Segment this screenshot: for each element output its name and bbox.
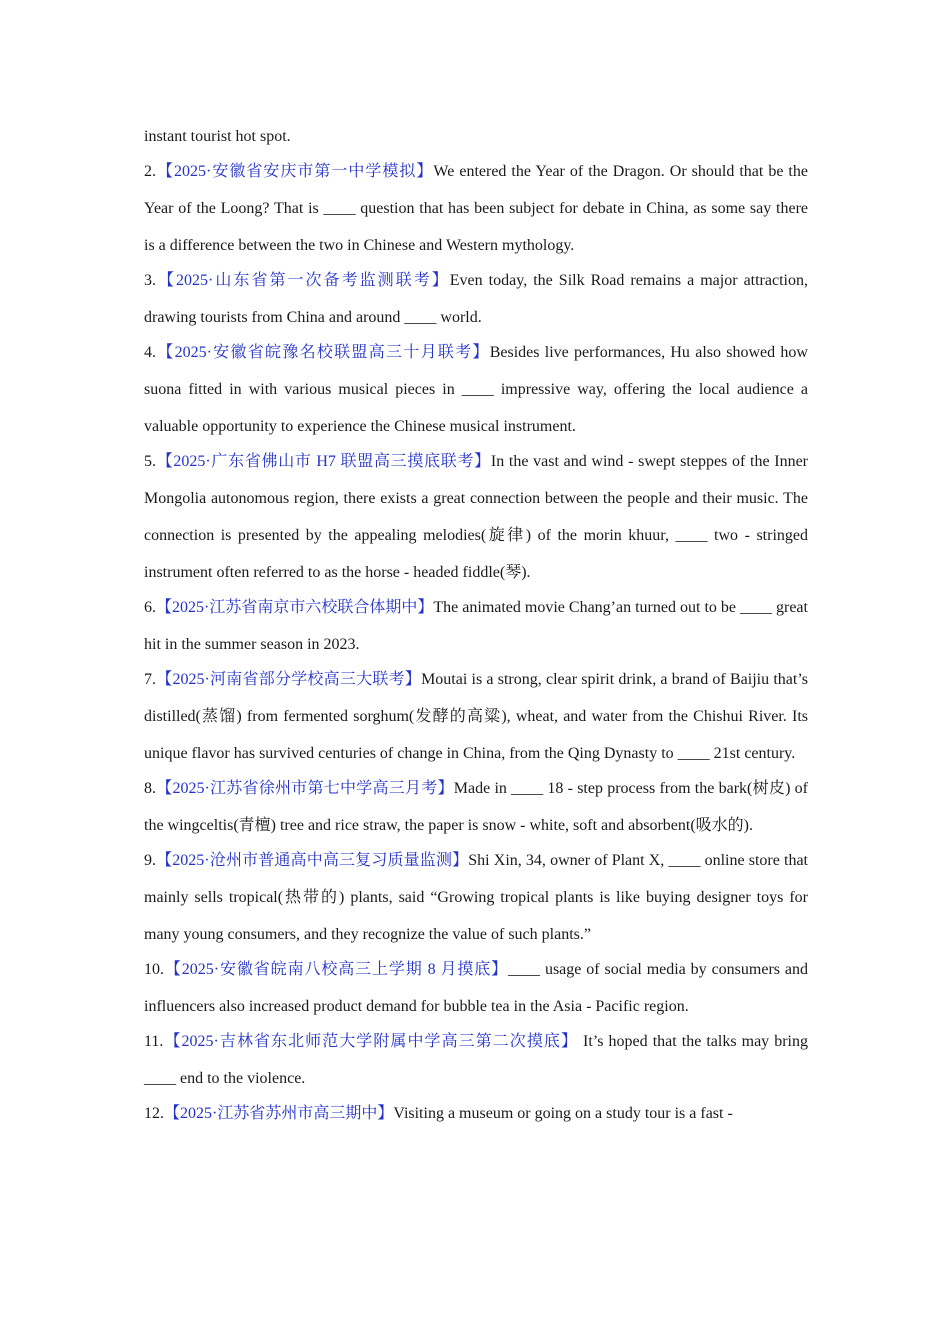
question-number: 4.	[144, 344, 156, 361]
question-text: ____ usage of social media by consumers and influencers also increased product demand for bubble tea in the Asia - Pacific region.	[144, 961, 808, 1015]
question-number: 9.	[144, 852, 156, 869]
question-source: 【2025·广东省佛山市 H7 联盟高三摸底联考】	[156, 453, 491, 470]
question-item	[144, 1023, 808, 1097]
lead-paragraph	[144, 118, 808, 155]
question-text: Even today, the Silk Road remains a major attraction, drawing tourists from China and around ____ world.	[144, 272, 808, 326]
question-item	[144, 589, 808, 663]
question-item	[144, 842, 808, 953]
question-text: The animated movie Chang’an turned out to be ____ great hit in the summer season in 2023.	[144, 599, 808, 653]
question-number: 2.	[144, 163, 156, 180]
question-source: 【2025·吉林省东北师范大学附属中学高三第二次摸底】	[163, 1033, 578, 1050]
question-source: 【2025·安徽省皖南八校高三上学期 8 月摸底】	[164, 961, 509, 978]
question-number: 3.	[144, 272, 156, 289]
question-item	[144, 770, 808, 844]
question-source: 【2025·河南省部分学校高三大联考】	[156, 671, 422, 688]
question-source: 【2025·江苏省苏州市高三期中】	[164, 1105, 394, 1122]
question-item	[144, 334, 808, 445]
question-item	[144, 443, 808, 591]
question-source: 【2025·江苏省南京市六校联合体期中】	[156, 599, 434, 616]
question-source: 【2025·安徽省皖豫名校联盟高三十月联考】	[156, 344, 490, 361]
document-page	[144, 118, 808, 1130]
question-text: Visiting a museum or going on a study tour is a fast -	[393, 1105, 733, 1122]
question-number: 11.	[144, 1033, 164, 1050]
question-text: In the vast and wind - swept steppes of the Inner Mongolia autonomous region, there exists a great connection between the people and their music. The connection is presented by the appealing melodies(旋律) of the morin khuur, ____ two - stringed instrument often referred to as the horse - headed fiddle(琴).	[144, 453, 809, 581]
question-item	[144, 661, 808, 772]
question-item	[144, 951, 808, 1025]
lead-text: instant tourist hot spot.	[144, 128, 291, 145]
question-text: Made in ____ 18 - step process from the bark(树皮) of the wingceltis(青檀) tree and rice straw, the paper is snow - white, soft and absorbent(吸水的).	[144, 780, 808, 834]
question-source: 【2025·山东省第一次备考监测联考】	[156, 272, 450, 289]
question-source: 【2025·江苏省徐州市第七中学高三月考】	[156, 780, 454, 797]
question-number: 12.	[144, 1105, 164, 1122]
question-number: 8.	[144, 780, 156, 797]
question-text: Besides live performances, Hu also showed how suona fitted in with various musical pieces in ____ impressive way, offering the local audience a valuable opportunity to experience the Chinese musical instrument.	[144, 344, 808, 435]
question-number: 10.	[144, 961, 164, 978]
question-text: We entered the Year of the Dragon. Or should that be the Year of the Loong? That is ____ question that has been subject for debate in China, as some say there is a difference between the two in Chinese and Western mythology.	[144, 163, 808, 254]
question-number: 5.	[144, 453, 156, 470]
question-text: Moutai is a strong, clear spirit drink, a brand of Baijiu that’s distilled(蒸馏) from fermented sorghum(发酵的高粱), wheat, and water from the Chishui River. Its unique flavor has survived centuries of change in China, from the Qing Dynasty to ____ 21st century.	[144, 671, 808, 762]
question-text: It’s hoped that the talks may bring ____ end to the violence.	[144, 1033, 808, 1087]
question-text: Shi Xin, 34, owner of Plant X, ____ online store that mainly sells tropical(热带的) plants, said “Growing tropical plants is like buying designer toys for many young consumers, and they recognize the value of such plants.”	[144, 852, 808, 943]
question-number: 7.	[144, 671, 156, 688]
question-item	[144, 153, 808, 264]
question-item	[144, 1095, 808, 1132]
question-item	[144, 262, 808, 336]
question-source: 【2025·沧州市普通高中高三复习质量监测】	[156, 852, 469, 869]
question-source: 【2025·安徽省安庆市第一中学模拟】	[156, 163, 434, 180]
question-number: 6.	[144, 599, 156, 616]
